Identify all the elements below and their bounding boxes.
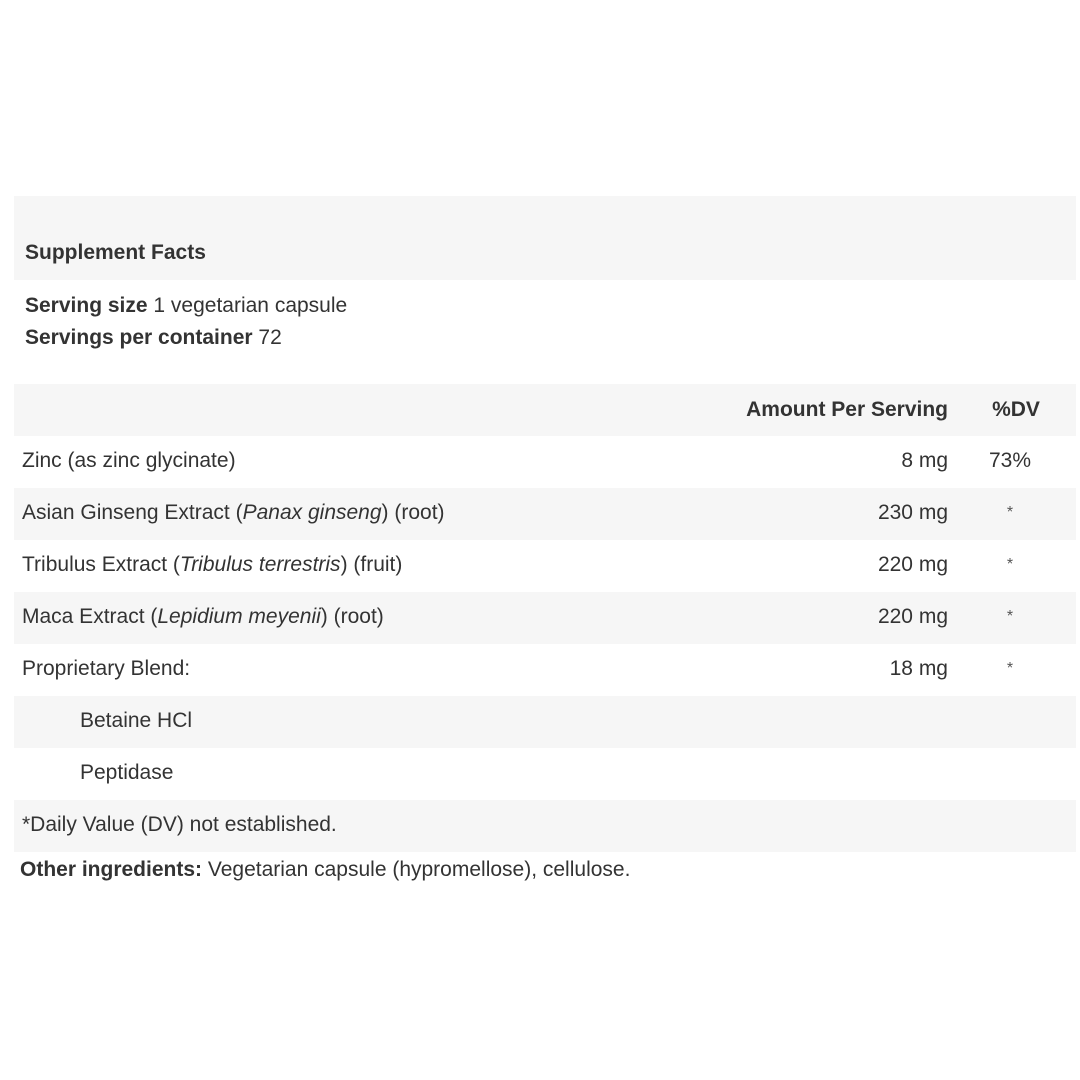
ingredient-part: ) (root)	[320, 605, 384, 628]
ingredient-amount: 230 mg	[877, 501, 948, 524]
ingredient-name	[22, 605, 384, 629]
ingredient-amount: 220 mg	[877, 553, 948, 576]
ingredient-name	[22, 449, 236, 473]
table-row	[14, 748, 1076, 800]
table-row	[14, 644, 1076, 696]
serving-info	[14, 280, 1076, 384]
ingredient-dv: *	[1006, 556, 1014, 573]
servings-per-container-label: Servings per container	[25, 326, 253, 349]
serving-size-label: Serving size	[25, 294, 148, 317]
ingredient-name-text: Maca Extract (	[22, 605, 158, 628]
ingredient-dv: *	[1006, 504, 1014, 521]
table-row	[14, 488, 1076, 540]
ingredient-name	[80, 761, 173, 785]
ingredient-latin-name: Panax ginseng	[242, 501, 382, 524]
serving-size	[25, 294, 347, 318]
dv-footnote: *Daily Value (DV) not established.	[22, 813, 337, 836]
panel-title: Supplement Facts	[25, 241, 206, 264]
ingredient-latin-name: Tribulus terrestris	[179, 553, 341, 576]
other-ingredients	[20, 858, 630, 882]
table-row	[14, 592, 1076, 644]
ingredient-name-text: Zinc (as zinc glycinate)	[22, 449, 236, 472]
ingredient-name	[80, 709, 192, 733]
ingredient-part: ) (fruit)	[340, 553, 403, 576]
ingredient-amount: 8 mg	[901, 449, 948, 472]
other-ingredients-label: Other ingredients:	[20, 858, 203, 881]
servings-per-container-value: 72	[252, 326, 282, 349]
table-header-row	[14, 384, 1076, 436]
ingredient-name-text: Proprietary Blend:	[22, 657, 191, 680]
ingredient-dv: 73%	[988, 449, 1032, 472]
ingredient-name	[22, 657, 190, 681]
ingredient-name	[22, 553, 402, 577]
ingredient-name	[22, 501, 445, 525]
header-dv: %DV	[992, 398, 1040, 421]
ingredient-name-text: Asian Ginseng Extract (	[22, 501, 243, 524]
table-row	[14, 540, 1076, 592]
supplement-facts-panel	[14, 196, 1076, 852]
ingredient-name-text: Tribulus Extract (	[22, 553, 180, 576]
title-band	[14, 196, 1076, 280]
ingredient-dv: *	[1006, 660, 1014, 677]
ingredient-amount: 220 mg	[877, 605, 948, 628]
serving-size-value: 1 vegetarian capsule	[147, 294, 348, 317]
table-row	[14, 436, 1076, 488]
footnote-row	[14, 800, 1076, 852]
table-row	[14, 696, 1076, 748]
ingredient-latin-name: Lepidium meyenii	[157, 605, 321, 628]
ingredient-amount: 18 mg	[889, 657, 948, 680]
ingredient-name-text: Peptidase	[80, 761, 174, 784]
ingredient-name-text: Betaine HCl	[80, 709, 193, 732]
servings-per-container	[25, 326, 282, 350]
header-amount: Amount Per Serving	[746, 398, 948, 421]
other-ingredients-value: Vegetarian capsule (hypromellose), cellulose.	[202, 858, 631, 881]
ingredient-part: ) (root)	[381, 501, 445, 524]
ingredient-dv: *	[1006, 608, 1014, 625]
